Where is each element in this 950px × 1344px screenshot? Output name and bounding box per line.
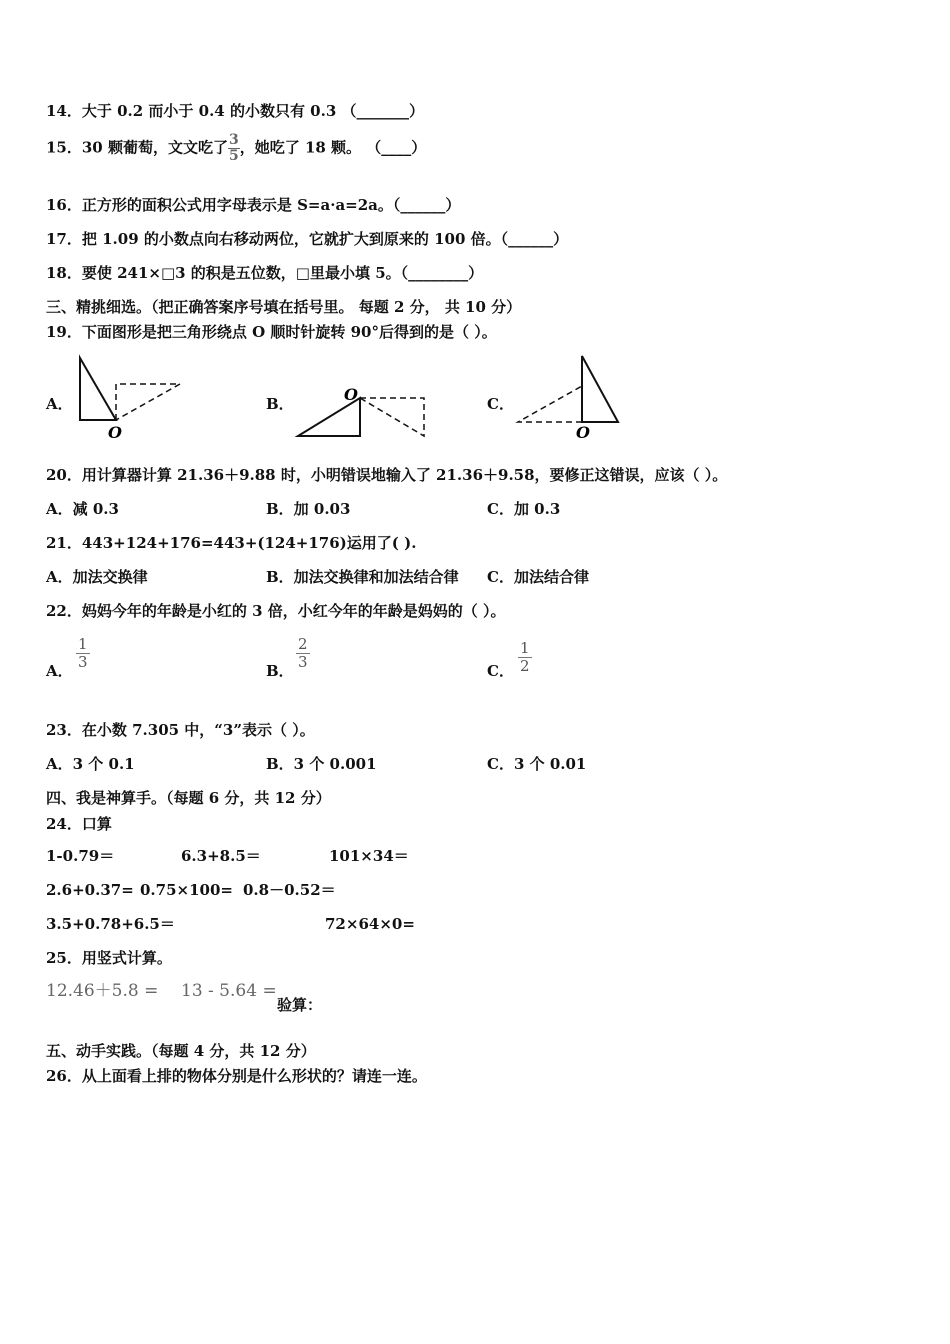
q24-r1-c2: 6.3+8.5＝: [181, 847, 261, 865]
q22-option-b-label: B．: [266, 662, 294, 680]
question-15: [46, 133, 426, 164]
q19-a-triangle: [80, 358, 116, 420]
fraction-three-fifths: $\frac{3}{5}$: [228, 132, 239, 164]
question-17: 17．把 1.09 的小数点向右移动两位，它就扩大到原来的 100 倍。（______）: [46, 230, 569, 248]
question-16: 16．正方形的面积公式用字母表示是 S=a·a=2a。（______）: [46, 196, 461, 214]
q21-option-a: A．加法交换律: [46, 568, 148, 586]
q22-option-c-fraction: $\frac{1}{2}$: [520, 639, 530, 675]
q19-option-b-figure: [292, 382, 432, 442]
q19-c-triangle: [582, 356, 618, 422]
q20-option-c: C．加 0.3: [487, 500, 561, 518]
q20-option-a: A．减 0.3: [46, 500, 119, 518]
q22-option-a-label: A．: [46, 662, 73, 680]
q21-option-c: C．加法结合律: [487, 568, 589, 586]
question-18: 18．要使 241×□3 的积是五位数，□里最小填 5。（________）: [46, 264, 484, 282]
section-3-heading: 三、精挑细选。（把正确答案序号填在括号里。 每题 2 分， 共 10 分）: [46, 298, 522, 316]
q22-option-c-label: C．: [487, 662, 514, 680]
q24-r2-c3: 0.8－0.52＝: [243, 881, 336, 899]
q23-option-a: A．3 个 0.1: [46, 755, 135, 773]
q19-option-c-figure: [512, 350, 632, 442]
q23-option-b: B．3 个 0.001: [266, 755, 377, 773]
q22-option-b-fraction: $\frac{2}{3}$: [298, 635, 308, 671]
question-24-stem: 24．口算: [46, 815, 112, 833]
question-14: 14．大于 0.2 而小于 0.4 的小数只有 0.3 （_______）: [46, 102, 424, 120]
q23-option-c: C．3 个 0.01: [487, 755, 587, 773]
section-4-heading: 四、我是神算手。（每题 6 分，共 12 分）: [46, 789, 331, 807]
q24-r2-c1: 2.6+0.37=: [46, 881, 134, 899]
q20-option-b: B．加 0.03: [266, 500, 351, 518]
question-23-stem: 23．在小数 7.305 中，“3”表示（ ）。: [46, 721, 315, 739]
q24-r1-c1: 1-0.79＝: [46, 847, 115, 865]
q24-r3-c2: 72×64×0=: [325, 915, 415, 933]
question-15-pre: 15．30 颗葡萄，文文吃了: [46, 138, 228, 157]
q24-r1-c3: 101×34＝: [329, 847, 409, 865]
question-20-stem: 20．用计算器计算 21.36＋9.88 时，小明错误地输入了 21.36＋9.58，要修正这错误，应该（ ）。: [46, 466, 728, 484]
q21-option-b: B．加法交换律和加法结合律: [266, 568, 459, 586]
q19-c-point-o: O: [576, 423, 590, 442]
q19-option-b-label: B．: [266, 395, 294, 413]
q19-b-dashed-triangle: [360, 398, 424, 436]
q19-a-point-o: O: [108, 423, 122, 442]
question-25-stem: 25．用竖式计算。: [46, 949, 172, 967]
q25-expression-2: 13 - 5.64 =: [181, 981, 277, 1001]
q24-r2-c2: 0.75×100=: [140, 881, 233, 899]
q19-b-point-o: O: [344, 385, 358, 404]
question-22-stem: 22．妈妈今年的年龄是小红的 3 倍，小红今年的年龄是妈妈的（ ）。: [46, 602, 506, 620]
q19-option-c-label: C．: [487, 395, 514, 413]
q19-option-a-figure: [72, 352, 192, 444]
q25-expression-1: 12.46＋5.8 =: [46, 981, 159, 1001]
q19-c-dashed-triangle: [518, 386, 582, 422]
question-26: 26．从上面看上排的物体分别是什么形状的？请连一连。: [46, 1067, 427, 1085]
q22-option-a-fraction: $\frac{1}{3}$: [78, 635, 88, 671]
q25-check-label: 验算：: [277, 996, 323, 1014]
q24-r3-c1: 3.5+0.78+6.5＝: [46, 915, 175, 933]
q19-option-a-label: A．: [46, 395, 73, 413]
section-5-heading: 五、动手实践。（每题 4 分，共 12 分）: [46, 1042, 316, 1060]
q19-a-dashed-triangle: [116, 384, 180, 420]
question-21-stem: 21．443+124+176=443+(124+176)运用了( ).: [46, 534, 417, 552]
question-19-stem: 19．下面图形是把三角形绕点 O 顺时针旋转 90°后得到的是（ ）。: [46, 323, 497, 341]
question-15-post: ，她吃了 18 颗。 （____）: [239, 138, 427, 157]
